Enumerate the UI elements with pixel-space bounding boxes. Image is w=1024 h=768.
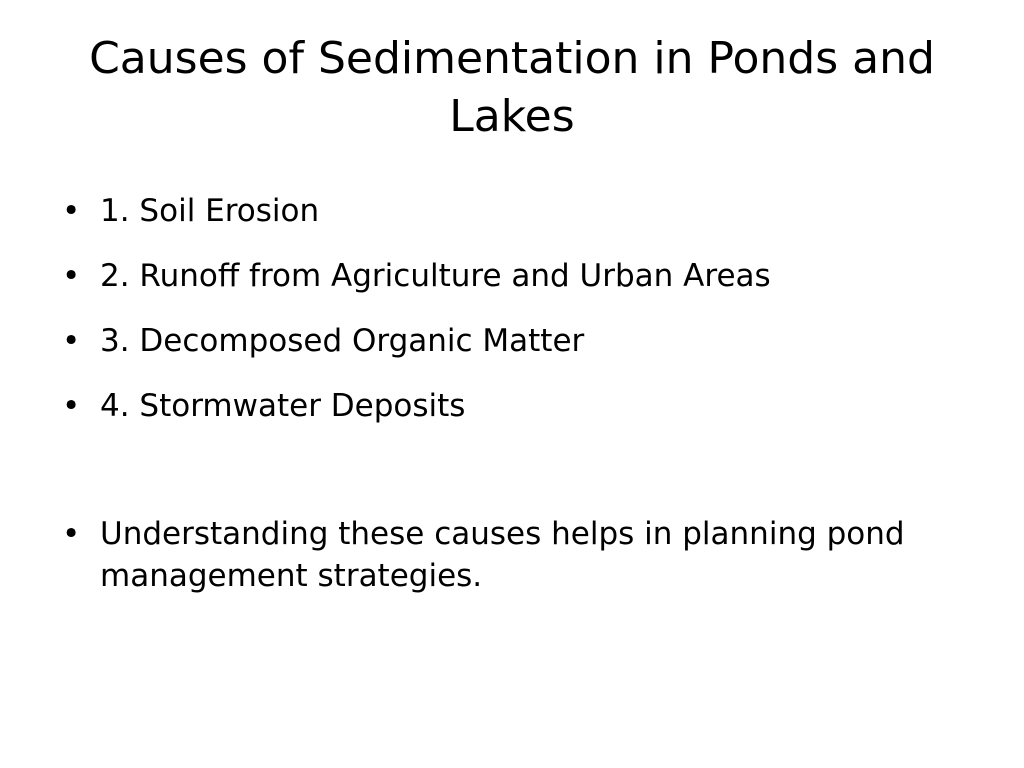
bullet-marker: • xyxy=(62,258,81,294)
bullet-text: 3. Decomposed Organic Matter xyxy=(100,323,585,359)
bullet-marker: • xyxy=(62,323,81,359)
bullet-item xyxy=(62,385,962,427)
bullet-item xyxy=(62,320,962,362)
bullet-marker: • xyxy=(62,516,81,552)
bullet-marker: • xyxy=(62,388,81,424)
bullet-text: Understanding these causes helps in planning pond management strategies. xyxy=(100,516,905,594)
bullet-item xyxy=(62,513,962,597)
bullet-list xyxy=(62,190,962,620)
slide-title: Causes of Sedimentation in Ponds and Lakes xyxy=(89,33,935,142)
bullet-marker: • xyxy=(62,193,81,229)
bullet-text: 1. Soil Erosion xyxy=(100,193,320,229)
bullet-text: 2. Runoff from Agriculture and Urban Areas xyxy=(100,258,771,294)
bullet-item xyxy=(62,255,962,297)
bullet-text: 4. Stormwater Deposits xyxy=(100,388,466,424)
bullet-item xyxy=(62,190,962,232)
